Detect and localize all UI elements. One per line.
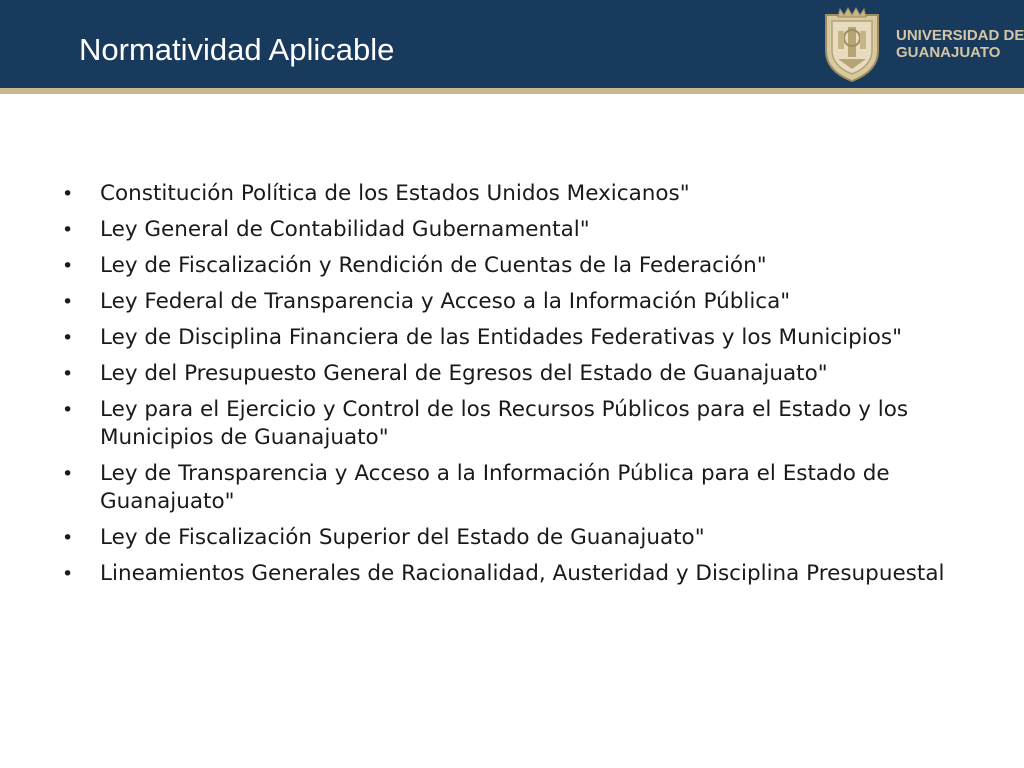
list-item bbox=[60, 252, 990, 280]
regulation-list bbox=[60, 180, 990, 596]
list-item-text: Ley Federal de Transparencia y Acceso a la Información Pública" bbox=[100, 289, 791, 314]
list-item bbox=[60, 524, 990, 552]
list-item-text: Ley de Disciplina Financiera de las Entidades Federativas y los Municipios" bbox=[100, 325, 902, 350]
bullet-dot-icon: • bbox=[62, 527, 74, 549]
header-divider bbox=[0, 88, 1024, 94]
list-item bbox=[60, 180, 990, 208]
list-item bbox=[60, 324, 990, 352]
list-item-text: Lineamientos Generales de Racionalidad, Austeridad y Disciplina Presupuestal bbox=[100, 561, 945, 586]
bullet-dot-icon: • bbox=[62, 327, 74, 349]
bullet-dot-icon: • bbox=[62, 219, 74, 241]
bullet-dot-icon: • bbox=[62, 563, 74, 585]
list-item-text: Ley del Presupuesto General de Egresos del Estado de Guanajuato" bbox=[100, 361, 828, 386]
list-item-text: Ley de Fiscalización y Rendición de Cuentas de la Federación" bbox=[100, 253, 767, 278]
list-item-text: Ley de Transparencia y Acceso a la Información Pública para el Estado de Guanajuato" bbox=[100, 461, 890, 514]
bullet-dot-icon: • bbox=[62, 363, 74, 385]
university-name-line-1: UNIVERSIDAD DE bbox=[896, 27, 1024, 44]
university-name bbox=[896, 27, 1024, 61]
bullet-dot-icon: • bbox=[62, 291, 74, 313]
list-item bbox=[60, 396, 990, 452]
slide-title: Normatividad Aplicable bbox=[79, 32, 395, 67]
list-item-text: Constitución Política de los Estados Unidos Mexicanos" bbox=[100, 181, 690, 206]
university-crest-icon bbox=[820, 5, 884, 83]
list-item bbox=[60, 560, 990, 588]
list-item bbox=[60, 216, 990, 244]
header-bar bbox=[0, 0, 1024, 88]
list-item-text: Ley de Fiscalización Superior del Estado de Guanajuato" bbox=[100, 525, 705, 550]
bullet-dot-icon: • bbox=[62, 399, 74, 421]
list-item bbox=[60, 360, 990, 388]
bullet-dot-icon: • bbox=[62, 463, 74, 485]
list-item-text: Ley General de Contabilidad Gubernamental" bbox=[100, 217, 590, 242]
list-item-text: Ley para el Ejercicio y Control de los Recursos Públicos para el Estado y los Municipios de Guanajuato" bbox=[100, 397, 909, 450]
list-item bbox=[60, 288, 990, 316]
university-logo bbox=[820, 5, 1024, 83]
university-name-line-2: GUANAJUATO bbox=[896, 44, 1001, 61]
bullet-dot-icon: • bbox=[62, 183, 74, 205]
bullet-dot-icon: • bbox=[62, 255, 74, 277]
list-item bbox=[60, 460, 990, 516]
